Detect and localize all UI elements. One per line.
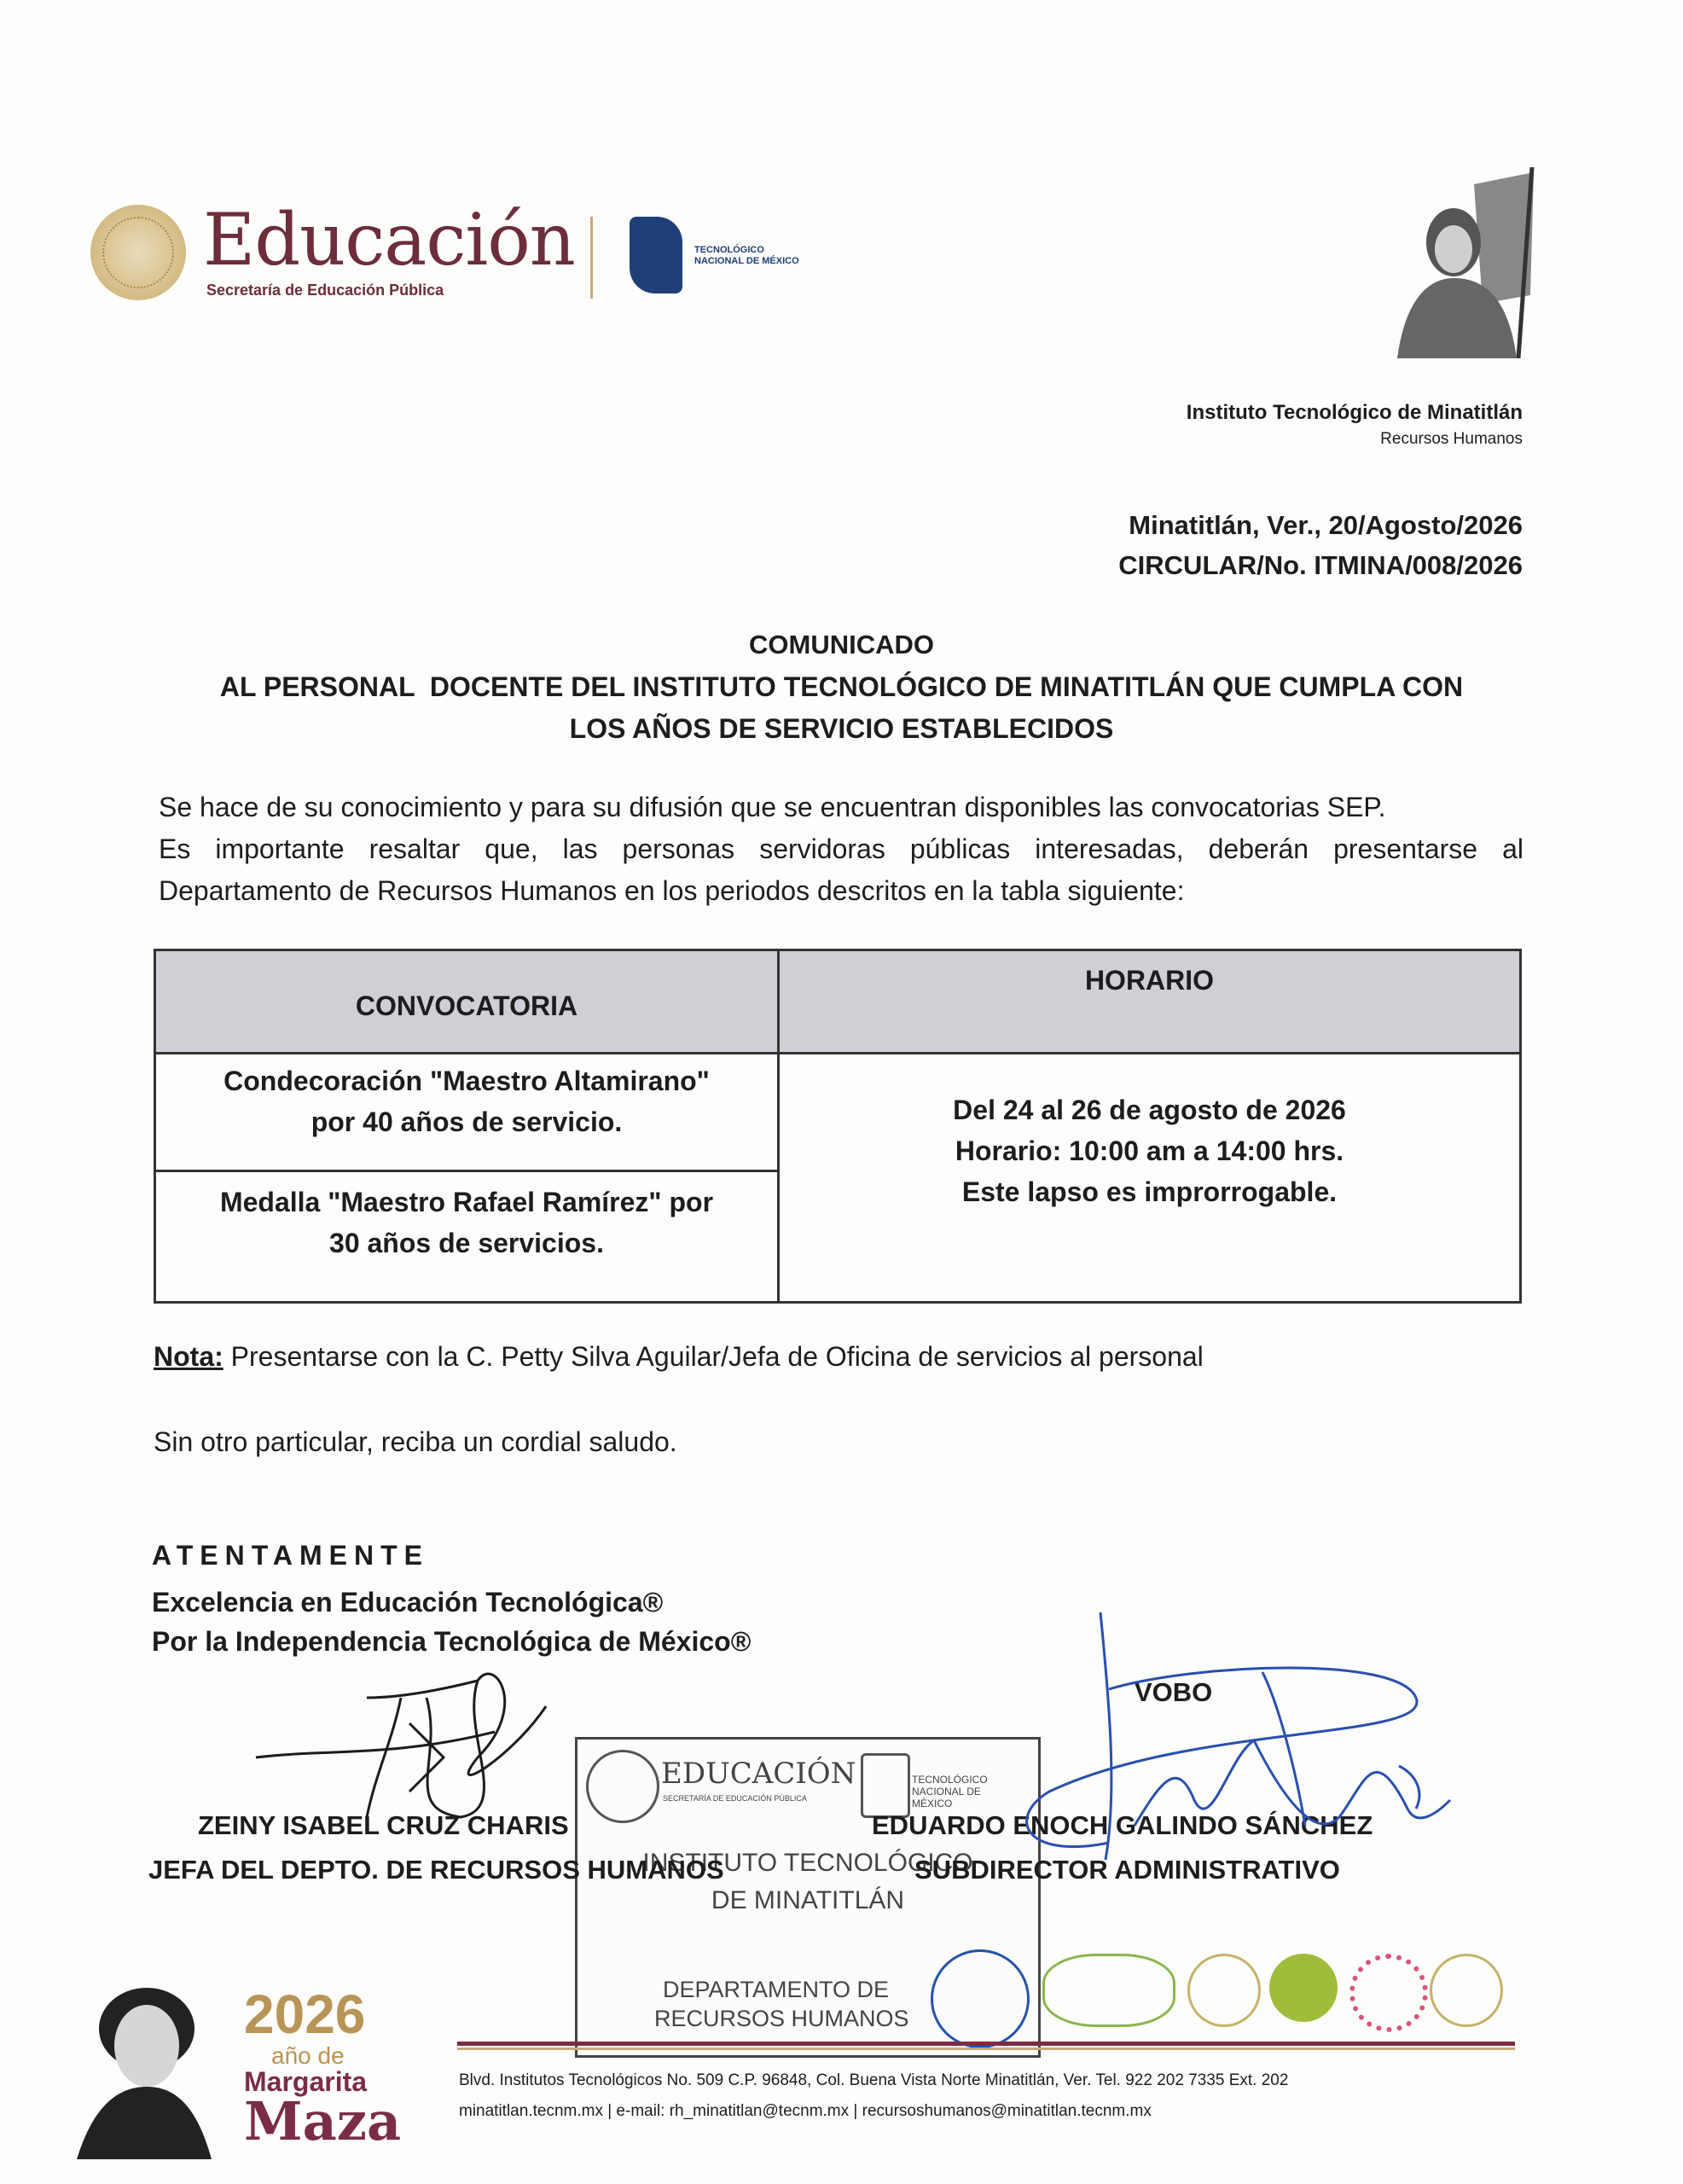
margarita-maza-portrait [68, 1976, 213, 2159]
logo-divider [590, 217, 593, 299]
header-convocatoria: CONVOCATORIA [355, 990, 578, 1021]
vobo-label: VOBO [1135, 1677, 1213, 1707]
department-name: Recursos Humanos [1380, 430, 1523, 448]
department-stamp [575, 1737, 1041, 2058]
quality-badge-icon [1430, 1954, 1503, 2027]
institute-name: Instituto Tecnológico de Minatitlán [1186, 401, 1523, 424]
convocatoria-table [154, 949, 1522, 1304]
atentamente: ATENTAMENTE [152, 1540, 430, 1571]
footer-rule-accent [457, 2048, 1515, 2050]
header-horario: HORARIO [1084, 965, 1215, 996]
schedule-cell: Del 24 al 26 de agosto de 2026 Horario: 10:00 am a 14:00 hrs. Este lapso es improrrogable. [953, 1095, 1346, 1207]
plastic-free-badge-icon [1042, 1954, 1175, 2027]
year-2026: 2026 [244, 1984, 366, 2045]
closing-text: Sin otro particular, reciba un cordial saludo. [154, 1426, 677, 1457]
mexico-coat-of-arms-seal [90, 205, 186, 300]
motto-line-2: Por la Independencia Tecnológica de México® [152, 1626, 752, 1657]
stamp-tecnm-text: TECNOLÓGICO NACIONAL DE MÉXICO [912, 1774, 988, 1809]
stamp-institute-line1: INSTITUTO TECNOLÓGICO [642, 1849, 973, 1877]
stamp-dept-line1: DEPARTAMENTO DE [663, 1977, 890, 2002]
institute-globe-seal-icon [931, 1949, 1030, 2048]
document-title: COMUNICADO [749, 630, 934, 659]
signer-2-name: EDUARDO ENOCH GALINDO SÁNCHEZ [872, 1810, 1373, 1840]
stamp-institute-line2: DE MINATITLÁN [711, 1886, 905, 1914]
circular-number: CIRCULAR/No. ITMINA/008/2026 [1118, 550, 1523, 580]
signer-1-name: ZEINY ISABEL CRUZ CHARIS [198, 1810, 569, 1840]
green-certification-icon [1269, 1954, 1338, 2022]
stamp-seal-icon [586, 1750, 659, 1823]
educacion-logo-text: Educación [203, 198, 575, 282]
sep-subtitle: Secretaría de Educación Pública [206, 282, 444, 299]
place-date: Minatitlán, Ver., 20/Agosto/2026 [1129, 510, 1523, 540]
tecnm-logo-text: TECNOLÓGICO NACIONAL DE MÉXICO [694, 245, 799, 266]
document-subtitle-line1: AL PERSONAL DOCENTE DEL INSTITUTO TECNOLÓGICO DE MINATITLÁN QUE CUMPLA CON [219, 671, 1464, 702]
footer-contacts: minatitlan.tecnm.mx | e-mail: rh_minatitlan@tecnm.mx | recursoshumanos@minatitlan.tecnm.mx [459, 2102, 1152, 2120]
seal-badge-icon [1187, 1954, 1261, 2027]
stamp-dept-line2: RECURSOS HUMANOS [654, 2006, 909, 2031]
body-paragraph-1: Se hace de su conocimiento y para su difusión que se encuentran disponibles las convocatorias SEP. [159, 792, 1386, 822]
footer-rule [457, 2042, 1515, 2046]
signer-1-role: JEFA DEL DEPTO. DE RECURSOS HUMANOS [148, 1855, 724, 1885]
stamp-sep: SECRETARÍA DE EDUCACIÓN PÚBLICA [663, 1794, 807, 1803]
stamp-tecnm-icon [861, 1753, 910, 1818]
note: Nota: Presentarse con la C. Petty Silva Aguilar/Jefa de Oficina de servicios al personal [154, 1341, 1204, 1372]
motto-line-1: Excelencia en Educación Tecnológica® [152, 1587, 664, 1618]
inclusion-badge-icon [1349, 1954, 1428, 2032]
document-subtitle-line2: LOS AÑOS DE SERVICIO ESTABLECIDOS [569, 713, 1114, 744]
body-paragraph-2b: Departamento de Recursos Humanos en los periodos descritos en la tabla siguiente: [159, 875, 1185, 906]
footer-address: Blvd. Institutos Tecnológicos No. 509 C.P. 96848, Col. Buena Vista Norte Minatitlán, Ver. Tel. 922 202 7335 Ext. 202 [459, 2071, 1289, 2089]
table-row: Condecoración "Maestro Altamirano" por 40 años de servicio. [223, 1066, 710, 1137]
table-row: Medalla "Maestro Rafael Ramírez" por 30 años de servicios. [219, 1187, 714, 1258]
year-name-margarita: Margarita [244, 2066, 368, 2097]
flag-heroine-portrait [1372, 167, 1542, 358]
tecnm-gear-icon [630, 217, 682, 293]
year-name-maza: Maza [244, 2090, 402, 2152]
year-de: año de [271, 2042, 345, 2069]
signer-2-role: SUBDIRECTOR ADMINISTRATIVO [914, 1855, 1340, 1885]
body-paragraph-2a: Es importante resaltar que, las personas servidoras públicas interesadas, deberán presentarse al [159, 834, 1523, 864]
table-row-divider [156, 1170, 779, 1172]
stamp-educacion: EDUCACIÓN [661, 1757, 856, 1791]
